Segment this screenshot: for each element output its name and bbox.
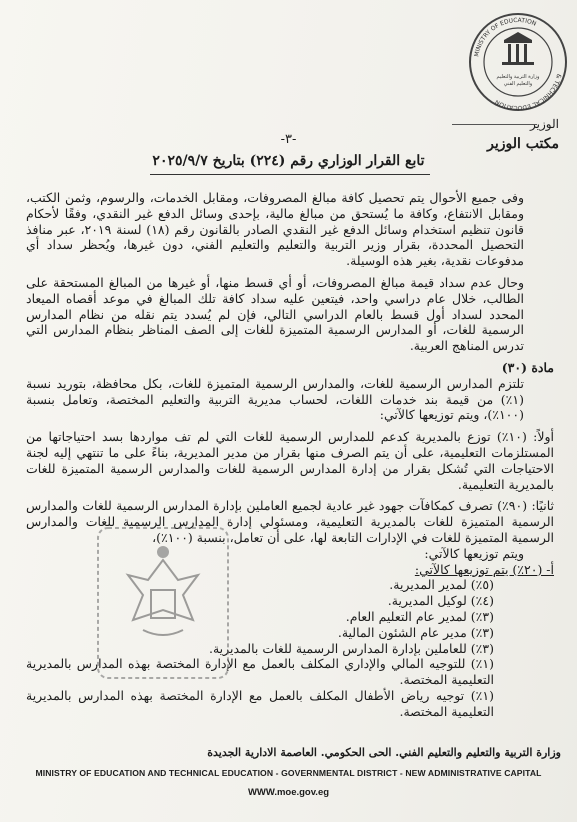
- list-item: (١٪) توجيه رياض الأطفال المكلف بالعمل مع الإدارة المختصة بهذه المدارس بالمديرية التعليمية المختصة.: [26, 687, 494, 719]
- minister-office-label: مكتب الوزير: [487, 136, 559, 152]
- header-divider: [452, 124, 537, 125]
- paragraph-payment-methods: وفى جميع الأحوال يتم تحصيل كافة مبالغ المصروفات، ومقابل الخدمات، والرسوم، وثمن الكتب، ومقابل الانتفاع، وكافة ما يُستحق من مبالغ مالية، بإحدى وسائل الدفع غير النقدي، وفقًا لأحكام قانون تنظيم استخدام وسائل الدفع غير النقدي الصادر بالقانون رقم (١٨) لسنة ٢٠١٩، عبر منافذ التحصيل المحددة، بقرار وزير التربية والتعليم والتعليم الفني، دون غيرها، ويُحظر سداد أي مدفوعات نقدية، بغير هذه الوسيلة.: [26, 190, 524, 269]
- article-heading: مادة (٣٠): [501, 359, 554, 375]
- list-item: (٣٪) لمدير عام التعليم العام.: [345, 608, 494, 624]
- list-item: (٣٪) مدير عام الشئون المالية.: [337, 624, 494, 640]
- paragraph-non-payment: وحال عدم سداد قيمة مبالغ المصروفات، أو أي قسط منها، أو غيرها من المبالغ المستحقة على الطالب، خلال عام دراسي واحد، فيتعين عليه سداد كافة تلك المبالغ في موعد أقصاه الميعاد المحدد لسداد أول قسط بالعام الدراسي التالي، فإن لم يُسدد يتم نقله من نظام المدارس الرسمية للغات، أو المدارس الرسمية المتميزة للغات إلى الصف المناظر بنظام المدارس التي تدرس المناهج العربية.: [26, 274, 524, 354]
- minister-label: الوزير: [530, 117, 559, 131]
- paragraph-second: ثانيًا: (٩٠٪) تصرف كمكافآت جهود غير عادية لجميع العاملين بإدارة المدارس الرسمية للغات والمدارس الرسمية المتميزة للغات بالمديرية التعليمية، ومسئولي إدارة المدارس الرسمية للغات والمدارس الرسمية المتميزة للغات في الإدارات التابعة لها، على أن تعامل، بنسبة (١٠٠٪)،: [26, 498, 554, 545]
- paragraph-article-30: تلتزم المدارس الرسمية للغات، والمدارس الرسمية المتميزة للغات، بكل محافظة، بتوريد نسبة (١٪) من قيمة بند خدمات اللغات، لحساب مديرية التربية والتعليم المختصة، وتعامل بنسبة (١٠٠٪)، ويتم توزيعها كالآتي:: [26, 375, 524, 423]
- sub-heading-a: أ- (٢٠٪) يتم توزيعها كالآتي:: [414, 561, 554, 577]
- list-item: (٣٪) للعاملين بإدارة المدارس الرسمية للغات بالمديرية.: [208, 640, 494, 656]
- ministry-seal-logo: [468, 6, 568, 118]
- svg-text:MINISTRY OF EDUCATION: MINISTRY OF EDUCATION: [473, 16, 538, 58]
- title-underline: [150, 174, 430, 175]
- list-item: (٤٪) لوكيل المديرية.: [387, 593, 494, 609]
- svg-text:& TECHNICAL EDUCATION: & TECHNICAL EDUCATION: [493, 72, 563, 112]
- list-item: (١٪) للتوجيه المالي والإداري المكلف بالعمل مع الإدارة المختصة بهذه المدارس بالمديرية التعليمية المختصة.: [26, 656, 494, 688]
- footer-address-arabic: وزارة التربية والتعليم والتعليم الفني. الحى الحكومي. العاصمة الادارية الجديدة: [207, 746, 561, 759]
- document-title: تابع القرار الوزاري رقم (٢٢٤) بتاريخ ٢٠٢٥/٩/٧: [152, 153, 425, 169]
- page-number: -٣-: [280, 132, 297, 147]
- svg-text:والتعليم الفني: والتعليم الفني: [503, 81, 533, 87]
- list-item: (٥٪) لمدير المديرية.: [389, 577, 494, 593]
- footer-address-english: MINISTRY OF EDUCATION AND TECHNICAL EDUCATION - GOVERNMENTAL DISTRICT - NEW ADMINISTRATIVE CAPITAL: [35, 768, 542, 778]
- footer-website-link[interactable]: WWW.moe.gov.eg: [247, 787, 330, 798]
- official-stamp: [88, 520, 238, 690]
- svg-text:وزارة التربية والتعليم: وزارة التربية والتعليم: [496, 74, 540, 80]
- paragraph-first: أولاً: (١٠٪) توزع بالمديرية كدعم للمدارس الرسمية للغات التي لم تف مواردها بسد احتياجاتها من المستلزمات التعليمية، على أن يتم الصرف منها بقرار من مدير المديرية، بناءً على ما تنتهي إليه لجنة الاحتياجات التي تُشكل بقرار من إدارة المدارس الرسمية للغات والمدارس الرسمية المتميزة للغات بالمديرية التعليمية.: [26, 429, 554, 492]
- paragraph-distribution: ويتم توزيعها كالآتي:: [424, 545, 524, 561]
